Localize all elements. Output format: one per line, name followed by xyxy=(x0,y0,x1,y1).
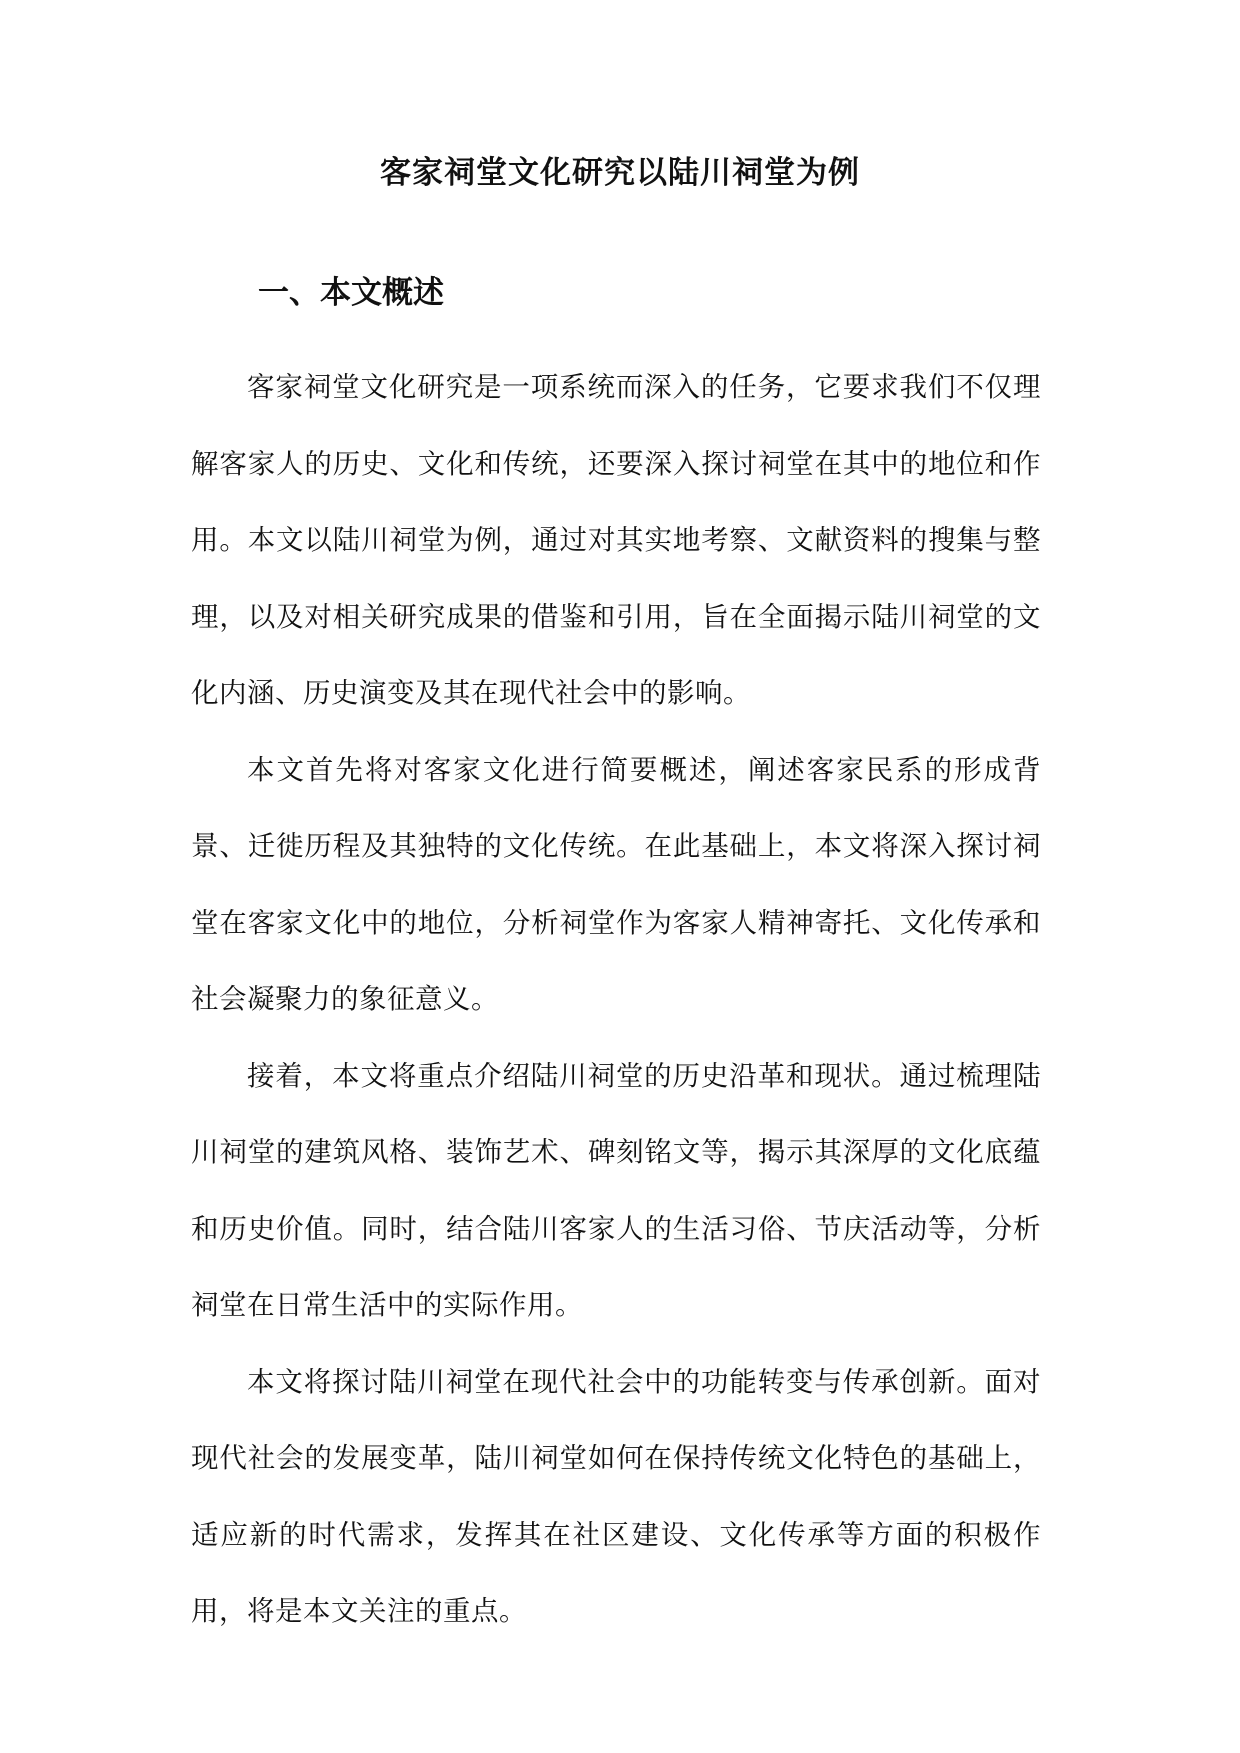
paragraph-4: 本文将探讨陆川祠堂在现代社会中的功能转变与传承创新。面对现代社会的发展变革，陆川祠堂如何在保持传统文化特色的基础上，适应新的时代需求，发挥其在社区建设、文化传承等方面的积极作用，将是本文关注的重点。 xyxy=(191,1365,1041,1627)
paragraph-1: 客家祠堂文化研究是一项系统而深入的任务，它要求我们不仅理解客家人的历史、文化和传统，还要深入探讨祠堂在其中的地位和作用。本文以陆川祠堂为例，通过对其实地考察、文献资料的搜集与整理，以及对相关研究成果的借鉴和引用，旨在全面揭示陆川祠堂的文化内涵、历史演变及其在现代社会中的影响。 xyxy=(191,371,1041,709)
paragraph-3: 接着，本文将重点介绍陆川祠堂的历史沿革和现状。通过梳理陆川祠堂的建筑风格、装饰艺术、碑刻铭文等，揭示其深厚的文化底蕴和历史价值。同时，结合陆川客家人的生活习俗、节庆活动等，分析祠堂在日常生活中的实际作用。 xyxy=(191,1059,1041,1321)
section-body xyxy=(191,349,1041,1650)
document-title: 客家祠堂文化研究以陆川祠堂为例 xyxy=(380,155,860,191)
section-heading: 一、本文概述 xyxy=(258,275,444,311)
paragraph-2: 本文首先将对客家文化进行简要概述，阐述客家民系的形成背景、迁徙历程及其独特的文化传统。在此基础上，本文将深入探讨祠堂在客家文化中的地位，分析祠堂作为客家人精神寄托、文化传承和社会凝聚力的象征意义。 xyxy=(191,753,1041,1015)
